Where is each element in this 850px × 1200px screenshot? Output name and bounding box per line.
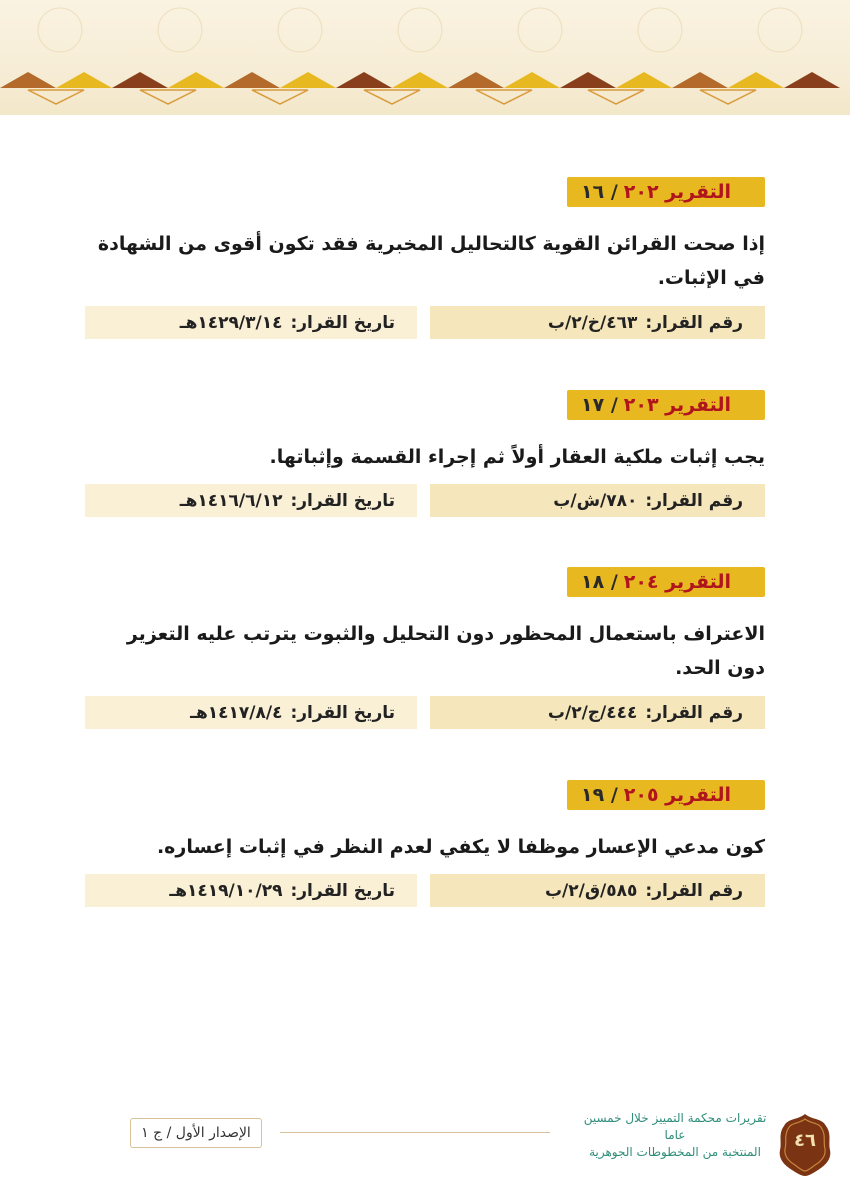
decision-meta-row — [85, 306, 765, 339]
report-text: كون مدعي الإعسار موظفا لا يكفي لعدم النظر في إثبات إعساره. — [156, 836, 765, 858]
decision-date — [85, 696, 417, 729]
report-number: ١٦ / — [581, 181, 618, 203]
report-title: التقرير ٢٠٢ — [623, 181, 732, 203]
report-section-2 — [85, 390, 765, 520]
decision-number — [430, 306, 765, 339]
decision-number-value: ٤٤٤/ج/٢/ب — [547, 702, 638, 723]
decision-date — [85, 874, 417, 907]
book-title-line-1: تقريرات محكمة التمييز خلال خمسين عاما — [583, 1111, 767, 1142]
book-title-line-2: المنتخبة من المخطوطات الجوهرية — [589, 1145, 761, 1159]
decision-date-label: تاريخ القرار: — [290, 702, 395, 723]
decision-number-value: ٤٦٣/خ/٢/ب — [547, 312, 638, 333]
triangle-row — [0, 72, 840, 88]
decision-number — [430, 484, 765, 517]
report-title-badge — [567, 390, 765, 420]
decision-number-label: رقم القرار: — [645, 490, 743, 511]
faint-arabesque — [38, 8, 802, 52]
decision-number-value: ٥٨٥/ق/٢/ب — [544, 880, 638, 901]
report-section-3 — [85, 567, 765, 732]
report-text: إذا صحت القرائن القوية كالتحاليل المخبرية فقد تكون أقوى من الشهادة في الإثبات. — [97, 233, 765, 289]
report-number: ١٩ / — [581, 784, 618, 806]
decision-meta-row — [85, 696, 765, 729]
footer-book-title — [575, 1110, 775, 1161]
report-section-4 — [85, 780, 765, 910]
report-title: التقرير ٢٠٣ — [623, 394, 732, 416]
decision-meta-row — [85, 874, 765, 907]
report-title: التقرير ٢٠٤ — [623, 571, 732, 593]
report-number: ١٨ / — [581, 571, 618, 593]
decision-date — [85, 484, 417, 517]
decision-number-label: رقم القرار: — [645, 702, 743, 723]
report-title: التقرير ٢٠٥ — [623, 784, 732, 806]
report-section-1 — [85, 177, 765, 342]
decision-date-value: ١٤١٩/١٠/٢٩هـ — [169, 880, 283, 901]
decision-date-label: تاريخ القرار: — [290, 880, 395, 901]
decision-meta-row — [85, 484, 765, 517]
decision-number — [430, 696, 765, 729]
header-decorative-pattern — [0, 0, 850, 115]
decision-date-value: ١٤٢٩/٣/١٤هـ — [179, 312, 283, 333]
report-title-badge — [567, 780, 765, 810]
inverted-triangle-row — [28, 90, 756, 104]
page-number: ٤٦ — [794, 1130, 816, 1151]
report-text: الاعتراف باستعمال المحظور دون التحليل والثبوت يترتب عليه التعزير دون الحد. — [126, 623, 765, 679]
decision-date-value: ١٤١٦/٦/١٢هـ — [179, 490, 283, 511]
decision-date-label: تاريخ القرار: — [290, 312, 395, 333]
decision-number-value: ٧٨٠/ش/ب — [553, 490, 638, 511]
decision-number — [430, 874, 765, 907]
footer-divider — [280, 1132, 550, 1133]
decision-number-label: رقم القرار: — [645, 312, 743, 333]
report-number: ١٧ / — [581, 394, 618, 416]
report-text: يجب إثبات ملكية العقار أولاً ثم إجراء القسمة وإثباتها. — [269, 446, 765, 468]
decision-number-label: رقم القرار: — [645, 880, 743, 901]
report-title-badge — [567, 567, 765, 597]
decision-date-value: ١٤١٧/٨/٤هـ — [190, 702, 283, 723]
report-title-badge — [567, 177, 765, 207]
footer-edition: الإصدار الأول / ج ١ — [130, 1118, 262, 1148]
decision-date — [85, 306, 417, 339]
decision-date-label: تاريخ القرار: — [290, 490, 395, 511]
